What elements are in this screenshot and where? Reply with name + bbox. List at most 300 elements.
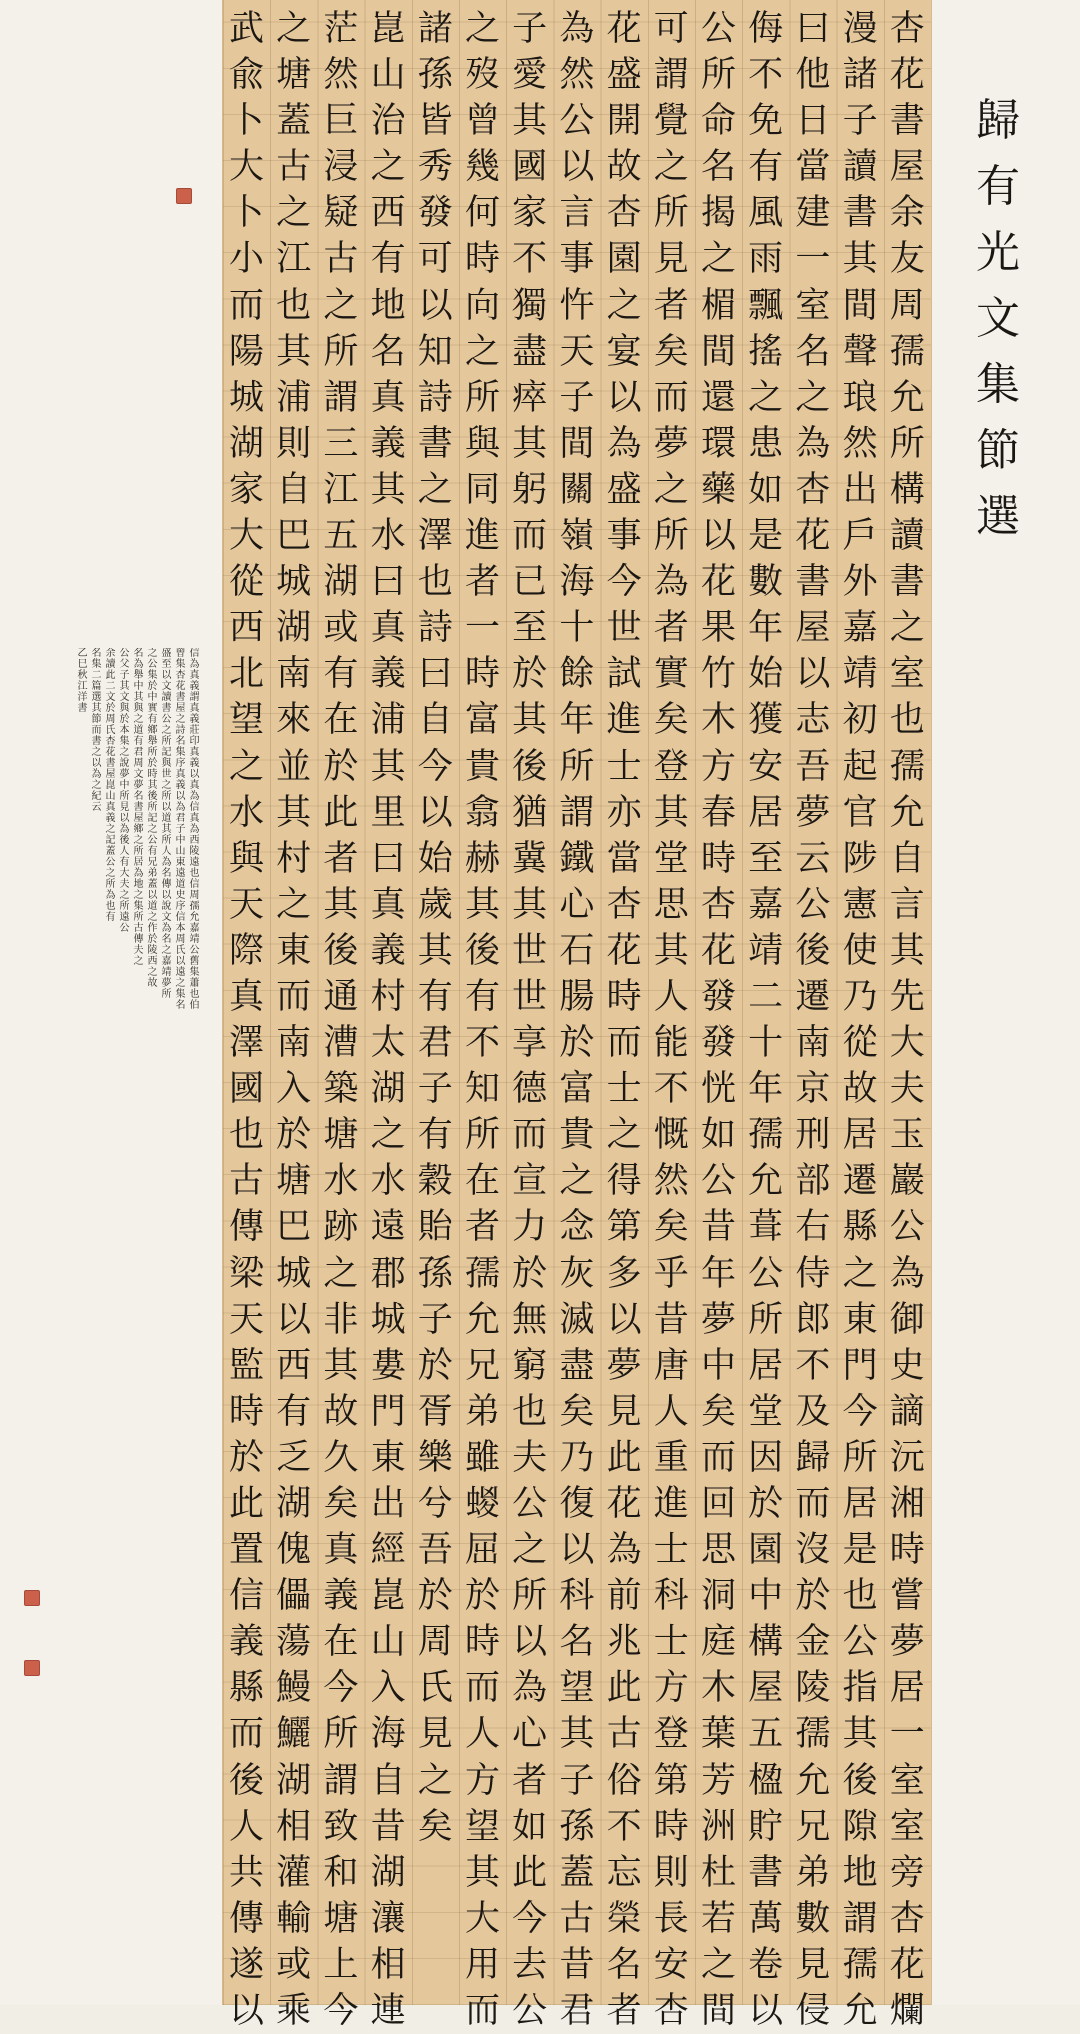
colophon-char: 東 xyxy=(175,857,186,868)
text-column xyxy=(553,6,600,2034)
colophon-char: 文 xyxy=(161,681,172,692)
text-char: 時 xyxy=(606,976,642,1017)
text-char: 安 xyxy=(653,1944,689,1985)
colophon-char: 之 xyxy=(161,945,172,956)
colophon-char: 書 xyxy=(105,758,116,769)
text-char: 曰 xyxy=(370,838,406,879)
text-char: 石 xyxy=(559,930,595,971)
text-char: 發 xyxy=(417,193,453,234)
colophon-char: 讀 xyxy=(105,659,116,670)
text-char: 人 xyxy=(653,976,689,1017)
text-char: 書 xyxy=(842,193,878,234)
text-char: 三 xyxy=(323,423,359,464)
text-char: 東 xyxy=(370,1437,406,1478)
text-char: 從 xyxy=(842,1023,878,1064)
colophon-char: 人 xyxy=(161,846,172,857)
text-char: 方 xyxy=(700,746,736,787)
text-char: 皆 xyxy=(417,101,453,142)
colophon-char: 集 xyxy=(133,901,144,912)
text-char: 是 xyxy=(842,1530,878,1571)
colophon-char: 之 xyxy=(161,780,172,791)
colophon-char: 子 xyxy=(175,824,186,835)
colophon-char: 也 xyxy=(189,989,200,1000)
colophon-char: 允 xyxy=(189,912,200,923)
text-char: 公 xyxy=(889,1207,925,1248)
colophon-char: 於 xyxy=(119,714,130,725)
text-column xyxy=(789,6,836,2034)
text-char: 還 xyxy=(700,377,736,418)
colophon-char: 而 xyxy=(91,725,102,736)
text-char: 若 xyxy=(700,1898,736,1939)
text-char: 之 xyxy=(748,377,784,418)
text-char: 花 xyxy=(700,930,736,971)
text-char: 花 xyxy=(700,562,736,603)
text-char: 蓋 xyxy=(559,1852,595,1893)
text-char: 雖 xyxy=(464,1437,500,1478)
colophon-char: 父 xyxy=(119,659,130,670)
text-char: 者 xyxy=(606,1991,642,2032)
text-char: 貴 xyxy=(464,746,500,787)
text-char: 屈 xyxy=(464,1530,500,1571)
text-char: 其 xyxy=(370,746,406,787)
colophon-char: 遠 xyxy=(119,912,130,923)
colophon-char: 以 xyxy=(119,813,130,824)
text-char: 而 xyxy=(606,1023,642,1064)
text-char: 然 xyxy=(559,55,595,96)
text-char: 自 xyxy=(276,469,312,510)
text-char: 榮 xyxy=(606,1898,642,1939)
text-char: 木 xyxy=(700,700,736,741)
text-char: 登 xyxy=(653,1714,689,1755)
text-char: 其 xyxy=(464,1852,500,1893)
text-char: 獨 xyxy=(512,285,548,326)
text-char: 不 xyxy=(653,1069,689,1110)
seal-bottom xyxy=(24,1660,40,1676)
text-char: 安 xyxy=(748,746,784,787)
seal-top-left xyxy=(176,188,192,204)
text-char: 之 xyxy=(795,377,831,418)
text-char: 五 xyxy=(748,1714,784,1755)
text-char: 蕩 xyxy=(276,1622,312,1663)
text-char: 浸 xyxy=(323,147,359,188)
text-char: 穀 xyxy=(417,1161,453,1202)
colophon-char: 書 xyxy=(175,692,186,703)
text-char: 士 xyxy=(653,1530,689,1571)
colophon-char: 公 xyxy=(161,714,172,725)
text-char: 共 xyxy=(228,1852,264,1893)
text-char: 室 xyxy=(889,654,925,695)
text-char: 義 xyxy=(370,930,406,971)
text-char: 俗 xyxy=(606,1760,642,1801)
text-char: 湖 xyxy=(276,1484,312,1524)
text-char: 春 xyxy=(700,792,736,833)
text-char: 士 xyxy=(653,1622,689,1663)
text-char: 享 xyxy=(512,1023,548,1064)
text-char: 一 xyxy=(889,1714,925,1755)
colophon-char: 居 xyxy=(133,857,144,868)
text-char: 忤 xyxy=(559,285,595,326)
text-char: 之 xyxy=(606,285,642,326)
text-char: 東 xyxy=(842,1299,878,1340)
text-char: 貴 xyxy=(559,1115,595,1156)
colophon-char: 記 xyxy=(105,835,116,846)
text-char: 西 xyxy=(370,193,406,234)
text-char: 葉 xyxy=(700,1714,736,1755)
text-char: 自 xyxy=(417,700,453,741)
text-char: 巨 xyxy=(323,101,359,142)
colophon-column xyxy=(147,648,158,1868)
text-char: 杏 xyxy=(700,884,736,925)
colophon-char: 公 xyxy=(105,857,116,868)
text-char: 於 xyxy=(795,1576,831,1617)
text-char: 傳 xyxy=(228,1898,264,1939)
text-char: 間 xyxy=(559,423,595,464)
text-column xyxy=(601,6,648,2034)
text-char: 孺 xyxy=(464,1253,500,1294)
colophon-char: 文 xyxy=(119,692,130,703)
colophon-char: 夢 xyxy=(133,780,144,791)
colophon-char: 中 xyxy=(147,692,158,703)
text-char: 也 xyxy=(228,1115,264,1156)
colophon-char: 嘉 xyxy=(189,923,200,934)
text-char: 蓋 xyxy=(276,101,312,142)
text-char: 時 xyxy=(464,1622,500,1663)
text-char: 間 xyxy=(700,1991,736,2032)
text-char: 唐 xyxy=(653,1345,689,1386)
colophon-char: 為 xyxy=(119,824,130,835)
text-char: 世 xyxy=(512,930,548,971)
text-char: 所 xyxy=(653,516,689,557)
colophon-char: 傳 xyxy=(133,934,144,945)
text-char: 其 xyxy=(889,930,925,971)
colophon-char: 與 xyxy=(161,758,172,769)
text-char: 風 xyxy=(748,193,784,234)
colophon-char: 公 xyxy=(119,648,130,659)
text-char: 漫 xyxy=(842,9,878,49)
colophon-char: 文 xyxy=(161,912,172,923)
colophon-char: 所 xyxy=(133,912,144,923)
text-char: 小 xyxy=(228,239,264,280)
text-char: 心 xyxy=(559,884,595,925)
colophon-char: 之 xyxy=(175,714,186,725)
colophon-char: 花 xyxy=(175,681,186,692)
text-char: 指 xyxy=(842,1668,878,1709)
colophon-char: 書 xyxy=(161,703,172,714)
text-char: 科 xyxy=(559,1576,595,1617)
text-char: 庭 xyxy=(700,1622,736,1663)
text-char: 所 xyxy=(842,1437,878,1478)
text-char: 此 xyxy=(228,1484,264,1524)
colophon-char: 信 xyxy=(189,648,200,659)
colophon-char: 與 xyxy=(119,703,130,714)
text-char: 猶 xyxy=(512,792,548,833)
colophon-char: 乙 xyxy=(77,648,88,659)
text-char: 書 xyxy=(889,562,925,603)
text-char: 此 xyxy=(606,1437,642,1478)
text-char: 多 xyxy=(606,1253,642,1294)
text-char: 儡 xyxy=(276,1576,312,1617)
text-char: 澤 xyxy=(417,516,453,557)
text-char: 靖 xyxy=(748,930,784,971)
text-char: 謂 xyxy=(842,1898,878,1939)
text-char: 望 xyxy=(464,1806,500,1847)
text-char: 君 xyxy=(559,1991,595,2032)
text-char: 弟 xyxy=(464,1391,500,1432)
text-char: 子 xyxy=(559,1760,595,1801)
text-char: 山 xyxy=(370,1622,406,1663)
colophon-char: 真 xyxy=(189,747,200,758)
colophon-char: 以 xyxy=(91,758,102,769)
colophon-char: 道 xyxy=(161,813,172,824)
text-char: 梁 xyxy=(228,1253,264,1294)
text-char: 古 xyxy=(606,1714,642,1755)
text-char: 也 xyxy=(276,285,312,326)
text-char: 南 xyxy=(795,1023,831,1064)
colophon-char: 為 xyxy=(161,923,172,934)
text-char: 灰 xyxy=(559,1253,595,1294)
text-char: 此 xyxy=(323,792,359,833)
text-char: 花 xyxy=(795,516,831,557)
colophon-char: 屋 xyxy=(175,703,186,714)
colophon-char: 所 xyxy=(161,791,172,802)
text-char: 居 xyxy=(842,1484,878,1524)
text-char: 至 xyxy=(512,608,548,649)
text-char: 者 xyxy=(653,608,689,649)
text-char: 允 xyxy=(464,1299,500,1340)
colophon-char: 陵 xyxy=(189,846,200,857)
text-char: 花 xyxy=(889,55,925,96)
text-char: 果 xyxy=(700,608,736,649)
text-char: 湖 xyxy=(276,608,312,649)
colophon-char: 之 xyxy=(133,835,144,846)
text-char: 兪 xyxy=(228,55,264,96)
text-char: 為 xyxy=(653,562,689,603)
text-char: 周 xyxy=(889,285,925,326)
text-char: 其 xyxy=(512,884,548,925)
text-char: 玉 xyxy=(889,1115,925,1156)
text-char: 之 xyxy=(417,469,453,510)
text-char: 而 xyxy=(653,377,689,418)
text-char: 洲 xyxy=(700,1806,736,1847)
text-char: 居 xyxy=(889,1668,925,1709)
text-char: 弟 xyxy=(795,1852,831,1893)
text-char: 郎 xyxy=(795,1299,831,1340)
text-char: 天 xyxy=(559,331,595,372)
colophon-char: 人 xyxy=(119,846,130,857)
text-char: 山 xyxy=(370,55,406,96)
colophon-char: 信 xyxy=(189,802,200,813)
colophon-char: 夫 xyxy=(133,945,144,956)
colophon-char: 序 xyxy=(175,758,186,769)
text-char: 義 xyxy=(323,1576,359,1617)
text-char: 地 xyxy=(370,285,406,326)
text-char: 今 xyxy=(842,1391,878,1432)
text-char: 昔 xyxy=(370,1806,406,1847)
text-char: 之 xyxy=(464,9,500,49)
colophon-char: 周 xyxy=(133,758,144,769)
colophon-char: 有 xyxy=(119,857,130,868)
text-char: 而 xyxy=(464,1668,500,1709)
text-char: 傀 xyxy=(276,1530,312,1571)
text-char: 以 xyxy=(417,285,453,326)
text-char: 諸 xyxy=(842,55,878,96)
text-char: 之 xyxy=(323,285,359,326)
text-char: 思 xyxy=(700,1530,736,1571)
text-char: 昔 xyxy=(653,1299,689,1340)
text-char: 花 xyxy=(606,9,642,49)
text-char: 之 xyxy=(889,608,925,649)
text-char: 里 xyxy=(370,792,406,833)
colophon-char: 之 xyxy=(175,978,186,989)
text-char: 郡 xyxy=(370,1253,406,1294)
text-char: 乃 xyxy=(559,1437,595,1478)
text-char: 也 xyxy=(417,562,453,603)
text-char: 之 xyxy=(276,9,312,49)
colophon-char: 嘉 xyxy=(161,956,172,967)
text-char: 矣 xyxy=(653,331,689,372)
text-char: 用 xyxy=(464,1944,500,1985)
text-char: 今 xyxy=(323,1668,359,1709)
text-char: 回 xyxy=(700,1484,736,1524)
text-char: 以 xyxy=(748,1991,784,2032)
text-char: 不 xyxy=(464,1023,500,1064)
text-char: 進 xyxy=(464,516,500,557)
text-char: 後 xyxy=(228,1760,264,1801)
text-char: 村 xyxy=(276,838,312,879)
colophon-char: 所 xyxy=(119,901,130,912)
text-char: 縣 xyxy=(842,1207,878,1248)
text-char: 盡 xyxy=(559,1345,595,1386)
text-char: 經 xyxy=(370,1530,406,1571)
text-char: 則 xyxy=(653,1852,689,1893)
text-char: 屋 xyxy=(889,147,925,188)
text-char: 鐵 xyxy=(559,838,595,879)
text-char: 年 xyxy=(748,608,784,649)
text-char: 遷 xyxy=(795,976,831,1017)
text-char: 也 xyxy=(512,1391,548,1432)
colophon-column xyxy=(119,648,130,1868)
text-char: 為 xyxy=(559,9,595,49)
text-char: 北 xyxy=(228,654,264,695)
text-char: 士 xyxy=(606,746,642,787)
text-char: 湖 xyxy=(276,1760,312,1801)
text-char: 子 xyxy=(842,101,878,142)
colophon-char: 真 xyxy=(189,780,200,791)
text-char: 矣 xyxy=(417,1806,453,1847)
text-char: 古 xyxy=(276,147,312,188)
text-char: 十 xyxy=(559,608,595,649)
colophon-char: 選 xyxy=(91,692,102,703)
colophon-char: 之 xyxy=(161,725,172,736)
text-char: 歲 xyxy=(417,884,453,925)
text-char: 為 xyxy=(606,1530,642,1571)
text-char: 之 xyxy=(700,239,736,280)
text-char: 世 xyxy=(606,608,642,649)
colophon-char: 真 xyxy=(105,802,116,813)
colophon-char: 余 xyxy=(105,648,116,659)
text-char: 有 xyxy=(370,239,406,280)
text-char: 在 xyxy=(323,1622,359,1663)
text-char: 茫 xyxy=(323,9,359,49)
colophon-char: 杏 xyxy=(105,736,116,747)
text-char: 使 xyxy=(842,930,878,971)
colophon-char: 地 xyxy=(133,879,144,890)
text-char: 慨 xyxy=(653,1115,689,1156)
text-char: 同 xyxy=(464,469,500,510)
text-char: 世 xyxy=(512,976,548,1017)
text-char: 室 xyxy=(889,1760,925,1801)
colophon-char: 讀 xyxy=(161,692,172,703)
text-char: 前 xyxy=(606,1576,642,1617)
text-char: 環 xyxy=(700,423,736,464)
text-char: 室 xyxy=(889,1806,925,1847)
colophon-char: 其 xyxy=(133,692,144,703)
text-char: 矣 xyxy=(653,1207,689,1248)
text-char: 門 xyxy=(842,1345,878,1386)
text-char: 見 xyxy=(795,1944,831,1985)
text-char: 際 xyxy=(228,930,264,971)
text-char: 如 xyxy=(700,1115,736,1156)
text-char: 一 xyxy=(795,239,831,280)
text-char: 年 xyxy=(700,1253,736,1294)
text-char: 嘉 xyxy=(748,884,784,925)
text-char: 以 xyxy=(700,516,736,557)
text-char: 公 xyxy=(842,1622,878,1663)
text-char: 金 xyxy=(795,1622,831,1663)
text-char: 乘 xyxy=(276,1991,312,2032)
colophon-char: 謂 xyxy=(189,692,200,703)
colophon-char: 至 xyxy=(161,659,172,670)
text-char: 不 xyxy=(795,1345,831,1386)
text-char: 曾 xyxy=(464,101,500,142)
text-char: 及 xyxy=(795,1391,831,1432)
colophon-char: 為 xyxy=(189,791,200,802)
colophon-char: 詩 xyxy=(175,725,186,736)
text-char: 有 xyxy=(464,976,500,1017)
colophon-char: 靖 xyxy=(161,967,172,978)
text-char: 滅 xyxy=(559,1299,595,1340)
text-char: 於 xyxy=(323,746,359,787)
text-char: 西 xyxy=(276,1345,312,1386)
text-char: 允 xyxy=(748,1161,784,1202)
text-char: 官 xyxy=(842,792,878,833)
text-char: 有 xyxy=(748,147,784,188)
colophon-char: 義 xyxy=(189,758,200,769)
text-char: 園 xyxy=(748,1530,784,1571)
text-char: 在 xyxy=(323,700,359,741)
text-char: 子 xyxy=(559,377,595,418)
text-char: 五 xyxy=(323,516,359,557)
text-char: 於 xyxy=(417,1345,453,1386)
text-char: 謂 xyxy=(653,55,689,96)
colophon-char: 世 xyxy=(161,769,172,780)
text-char: 力 xyxy=(512,1207,548,1248)
colophon-char: 以 xyxy=(189,769,200,780)
text-char: 為 xyxy=(512,1668,548,1709)
text-char: 間 xyxy=(842,285,878,326)
text-char: 為 xyxy=(795,423,831,464)
text-char: 亦 xyxy=(606,792,642,833)
calligraphy-paper xyxy=(222,0,932,2032)
colophon-char: 名 xyxy=(133,648,144,659)
text-char: 楹 xyxy=(748,1760,784,1801)
text-char: 事 xyxy=(559,239,595,280)
text-char: 時 xyxy=(700,838,736,879)
colophon-char: 山 xyxy=(105,791,116,802)
text-char: 試 xyxy=(606,654,642,695)
text-char: 孺 xyxy=(889,746,925,787)
text-char: 夫 xyxy=(512,1437,548,1478)
